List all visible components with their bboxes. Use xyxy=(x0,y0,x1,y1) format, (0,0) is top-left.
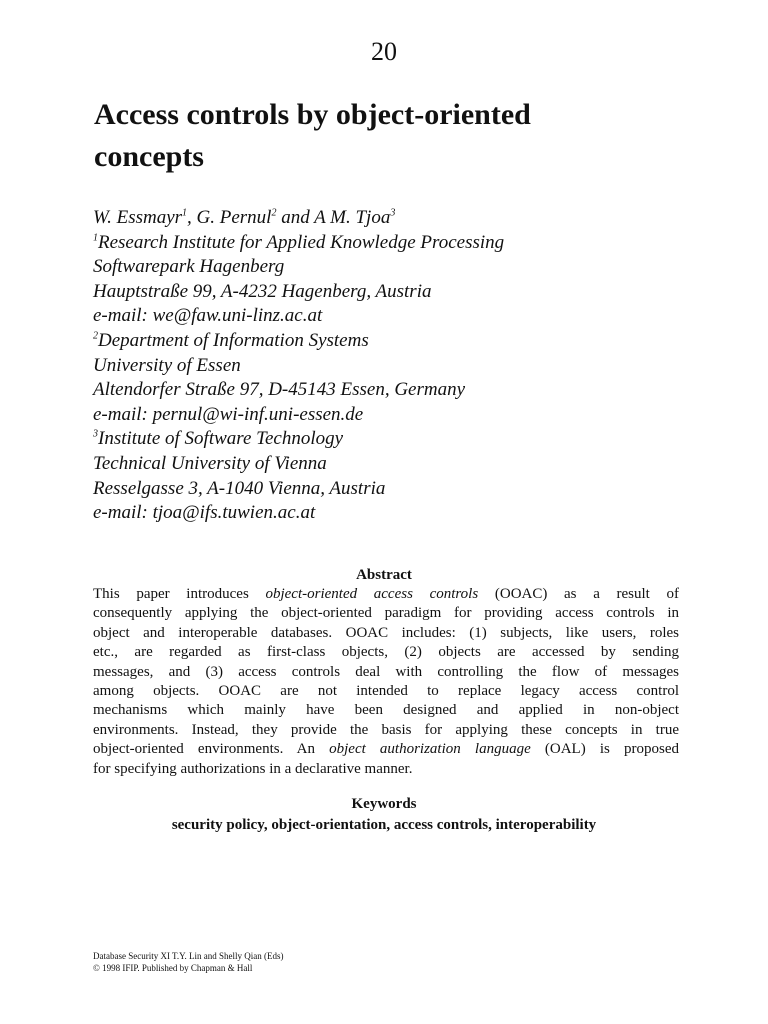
emphasized-term: object-oriented access controls xyxy=(265,586,479,602)
affiliation-institution: $^3$Institute of Software Technology xyxy=(93,428,344,450)
affiliation-email: e-mail: pernul@wi-inf.uni-essen.de xyxy=(93,403,364,425)
author-affiliation-marker: 3 xyxy=(390,207,396,219)
title-line-1: Access controls by object-oriented xyxy=(94,98,531,131)
footer-copyright: © 1998 IFIP. Published by Chapman & Hall xyxy=(93,963,253,973)
affiliation-email: e-mail: we@faw.uni-linz.ac.at xyxy=(93,305,323,327)
affiliation-marker: 3 xyxy=(93,429,98,441)
affiliation-institution: $^1$Research Institute for Applied Knowledge Processing xyxy=(93,231,505,253)
author-affiliation-marker: 2 xyxy=(271,207,277,219)
abstract-line: among objects. OOAC are not intended to replace legacy access control xyxy=(93,683,679,700)
emphasized-term: object authorization language xyxy=(329,741,531,758)
abstract-text xyxy=(93,585,679,779)
abstract-line: object and interoperable databases. OOAC includes: (1) subjects, like users, roles xyxy=(93,624,679,641)
keywords-heading: Keywords xyxy=(351,796,417,812)
affiliation-address: Resselgasse 3, A-1040 Vienna, Austria xyxy=(93,477,386,499)
author-list xyxy=(93,206,713,231)
abstract-line: environments. Instead, they provide the basis for applying these concepts in true xyxy=(93,721,679,738)
affiliation-marker: 2 xyxy=(93,330,98,342)
authors-and-affiliations xyxy=(93,206,713,526)
author-affiliation-marker: 1 xyxy=(182,207,188,219)
author-name: A M. Tjoa xyxy=(314,207,391,228)
abstract-line: etc., are regarded as first-class objects, (2) objects are accessed by sending xyxy=(93,644,679,661)
abstract-line: for specifying authorizations in a declarative manner. xyxy=(93,760,413,777)
affiliation-email: e-mail: tjoa@ifs.tuwien.ac.at xyxy=(93,502,316,524)
author-separator: , xyxy=(187,207,197,228)
abstract-line: mechanisms which mainly have been designed and applied in non-object xyxy=(93,702,679,719)
affiliation-institution: $^2$Department of Information Systems xyxy=(93,329,369,351)
abstract-line: messages, and (3) access controls deal with controlling the flow of messages xyxy=(93,663,679,680)
affiliation-address: Altendorfer Straße 97, D-45143 Essen, Germany xyxy=(93,379,466,401)
affiliation-line: University of Essen xyxy=(93,354,241,376)
author-name: G. Pernul xyxy=(196,207,272,228)
abstract-line: consequently applying the object-oriented paradigm for providing access controls in xyxy=(93,605,679,622)
affiliation-marker: 1 xyxy=(93,232,98,244)
chapter-number: 20 xyxy=(371,37,397,66)
keywords-list: security policy, object-orientation, access controls, interoperability xyxy=(171,817,597,833)
affiliation-line: Technical University of Vienna xyxy=(93,452,327,474)
affiliation-line: Softwarepark Hagenberg xyxy=(93,256,285,278)
abstract-line: This paper introduces object-oriented access controls (OOAC) as a result of xyxy=(93,586,679,602)
abstract-heading: Abstract xyxy=(356,567,412,583)
affiliation-address: Hauptstraße 99, A-4232 Hagenberg, Austria xyxy=(93,280,432,302)
author-name: W. Essmayr xyxy=(93,207,183,228)
title-line-2: concepts xyxy=(94,140,204,173)
abstract-line: object-oriented environments. An object authorization language (OAL) is proposed xyxy=(93,741,679,758)
author-separator: and xyxy=(276,207,315,228)
footer-book-info: Database Security XI T.Y. Lin and Shelly Qian (Eds) xyxy=(93,951,284,961)
paper-title xyxy=(94,94,694,178)
publication-footer xyxy=(93,950,493,974)
